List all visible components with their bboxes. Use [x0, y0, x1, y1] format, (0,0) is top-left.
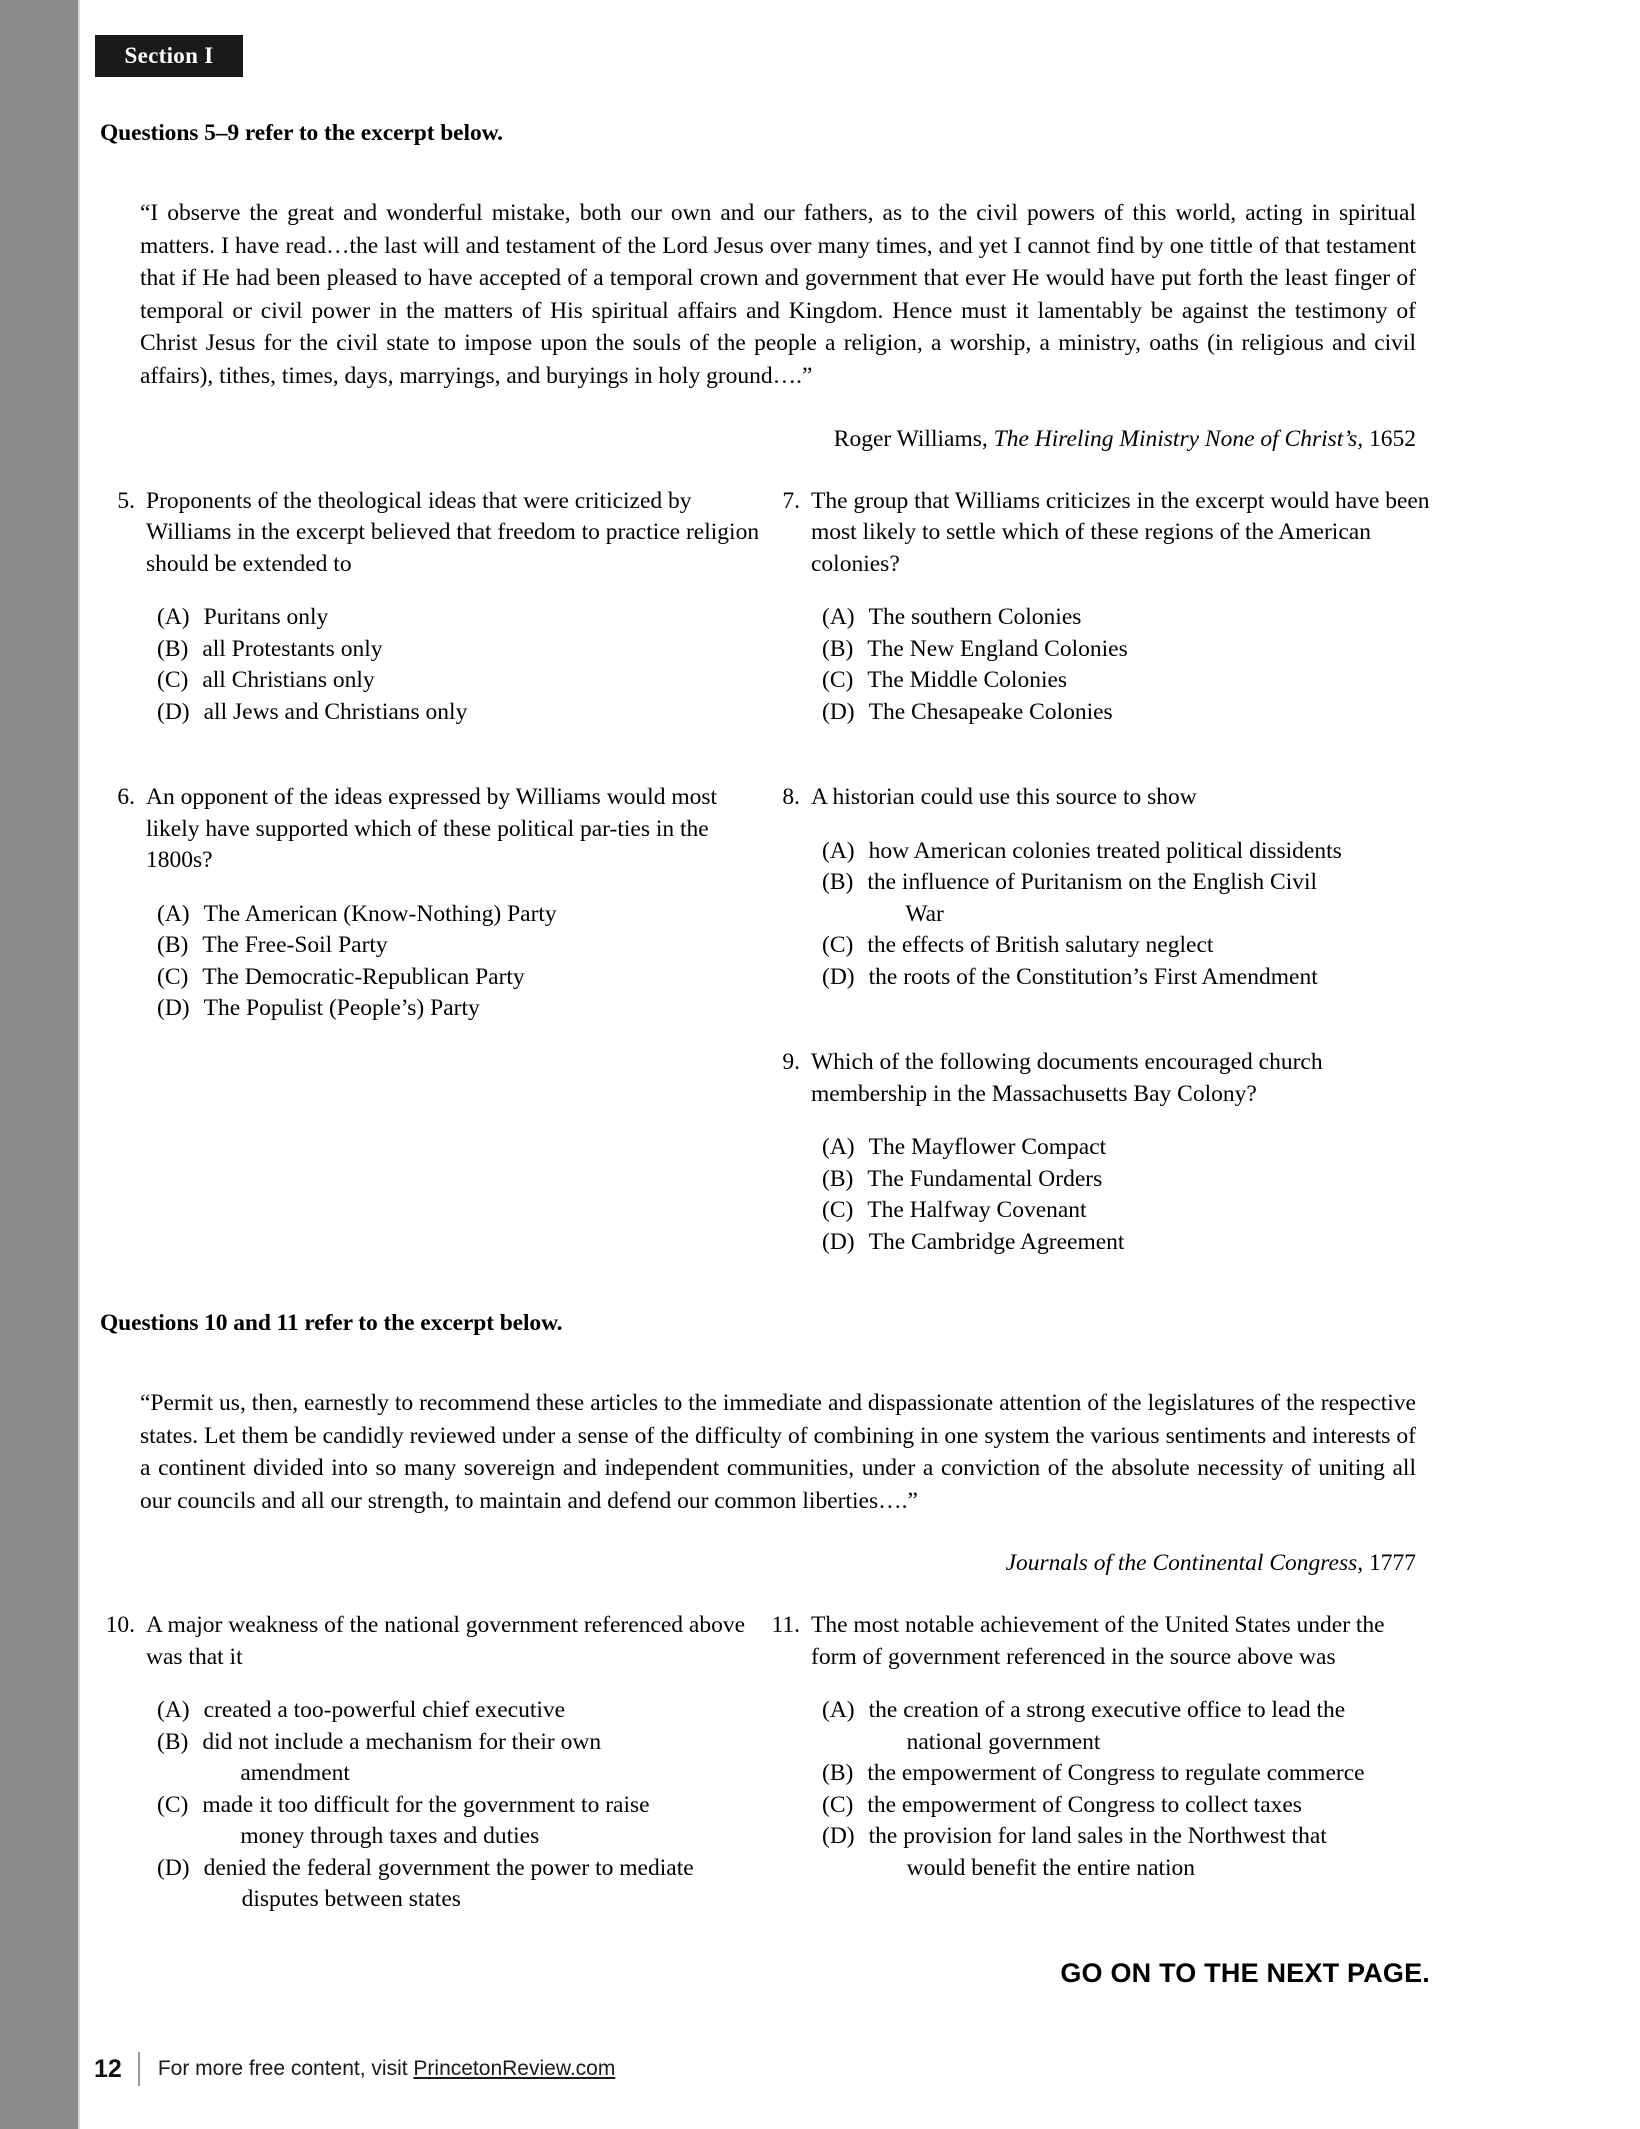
choice-text-line: the creation of a strong executive office to lead the: [868, 1697, 1346, 1724]
question-10-choices: [100, 1695, 765, 1916]
page-binding-bar: [0, 0, 78, 2129]
question-11: [765, 1610, 1430, 1884]
footer-text: [158, 2057, 616, 2081]
choice-label: (C): [157, 667, 189, 694]
choice-text: all Protestants only: [202, 635, 383, 662]
choice-option[interactable]: [765, 867, 1430, 930]
choice-text: The Democratic-Republican Party: [202, 963, 525, 990]
choice-option[interactable]: [765, 1164, 1430, 1196]
choice-label: (A): [822, 604, 855, 631]
choice-label: (A): [157, 604, 190, 631]
choice-option[interactable]: [100, 1727, 765, 1790]
choice-label: (B): [157, 1728, 189, 1755]
attribution-year: 1777: [1363, 1550, 1416, 1577]
choice-text-line: made it too difficult for the government to raise: [202, 1791, 650, 1818]
question-9-choices: [765, 1132, 1430, 1258]
questions-left-column-1: [100, 486, 765, 1259]
questions-right-column-1: [765, 486, 1430, 1259]
question-10-stem: A major weakness of the national government referenced above was that it: [146, 1612, 746, 1670]
attribution-title: The Hireling Ministry None of Christ’s,: [993, 425, 1364, 452]
choice-label: (C): [822, 667, 854, 694]
choice-option[interactable]: [765, 836, 1430, 868]
choice-label: (D): [157, 1854, 190, 1881]
choice-option[interactable]: [765, 602, 1430, 634]
choice-option[interactable]: [100, 1695, 765, 1727]
questions-5-9-columns: [100, 486, 1430, 1259]
choice-text: The Mayflower Compact: [868, 1134, 1107, 1161]
choice-option[interactable]: [765, 1758, 1430, 1790]
question-6: [100, 782, 765, 1025]
choice-text: [853, 930, 1430, 962]
choice-option[interactable]: [765, 1227, 1430, 1259]
footer-url-link[interactable]: PrincetonReview.com: [413, 2057, 616, 2080]
question-7: [765, 486, 1430, 729]
go-on-to-next-page-notice: GO ON TO THE NEXT PAGE.: [1060, 1957, 1430, 1988]
choice-label: (B): [157, 932, 189, 959]
question-9-number: 9.: [782, 1049, 800, 1076]
question-11-number: 11.: [771, 1612, 800, 1639]
choice-option[interactable]: [765, 1790, 1430, 1822]
choice-text-line: did not include a mechanism for their own: [202, 1728, 602, 1755]
choice-label: (C): [822, 1197, 854, 1224]
choice-text-continuation: national government: [906, 1728, 1101, 1755]
question-11-choices: [765, 1695, 1430, 1884]
choice-text-line: how American colonies treated political dissidents: [868, 837, 1342, 864]
choice-text-continuation: amendment: [240, 1760, 350, 1787]
question-9: [765, 1047, 1430, 1258]
choice-label: (D): [157, 698, 190, 725]
choice-text-line: the effects of British salutary neglect: [867, 932, 1214, 959]
choice-text: [855, 1695, 1430, 1758]
choice-label: (D): [157, 995, 190, 1022]
choice-text: [853, 1790, 1430, 1822]
footer-text-prefix: For more free content, visit: [157, 2057, 414, 2080]
choice-option[interactable]: [765, 962, 1430, 994]
choice-option[interactable]: [765, 697, 1430, 729]
choice-option[interactable]: [765, 1132, 1430, 1164]
choice-option[interactable]: [100, 899, 765, 931]
choice-label: (B): [822, 1760, 854, 1787]
choice-option[interactable]: [765, 634, 1430, 666]
footer-divider: [138, 2052, 140, 2086]
choice-text: The New England Colonies: [867, 635, 1128, 662]
question-8-choices: [765, 836, 1430, 994]
attribution-title: Journals of the Continental Congress,: [1005, 1550, 1364, 1577]
choice-option[interactable]: [100, 697, 765, 729]
passage-1-heading: Questions 5–9 refer to the excerpt below.: [100, 120, 503, 146]
choice-text: all Christians only: [202, 667, 375, 694]
choice-option[interactable]: [100, 634, 765, 666]
choice-option[interactable]: [100, 602, 765, 634]
choice-label: (D): [822, 1823, 855, 1850]
choice-option[interactable]: [100, 993, 765, 1025]
exam-page: [80, 0, 1640, 2129]
page-footer: [80, 2009, 1640, 2129]
passage-2-attribution: [100, 1550, 1416, 1577]
choice-text: The Halfway Covenant: [867, 1197, 1087, 1224]
choice-text-line: the empowerment of Congress to collect taxes: [867, 1791, 1302, 1818]
choice-label: (B): [822, 869, 854, 896]
choice-label: (A): [822, 1134, 855, 1161]
passage-2-excerpt: “Permit us, then, earnestly to recommend these articles to the immediate and dispassionate attention of the legislatures of the respective states. Let them be candidly reviewed under a sense of the difficulty of combining in one system the various sentiments and interests of a continent divided into so many sovereign and independent communities, under a conviction of the absolute necessity of uniting all our councils and all our strength, to maintain and defend our common liberties….”: [140, 1390, 1416, 1514]
choice-label: (A): [822, 837, 855, 864]
choice-text: [855, 962, 1430, 994]
choice-label: (D): [822, 1228, 855, 1255]
choice-text-line: created a too-powerful chief executive: [203, 1697, 566, 1724]
question-8-stem: A historian could use this source to show: [811, 784, 1197, 811]
choice-label: (B): [157, 635, 189, 662]
choice-text-line: the empowerment of Congress to regulate commerce: [867, 1760, 1365, 1787]
choice-text: [188, 1727, 765, 1790]
passage-2-heading: Questions 10 and 11 refer to the excerpt below.: [100, 1310, 563, 1337]
page-number: 12: [94, 2054, 122, 2083]
choice-label: (D): [822, 963, 855, 990]
choice-option[interactable]: [765, 930, 1430, 962]
choice-text: The southern Colonies: [868, 604, 1082, 631]
page-content: [100, 120, 1430, 1989]
choice-text: all Jews and Christians only: [203, 698, 468, 725]
choice-text-line: denied the federal government the power to mediate: [203, 1854, 694, 1881]
choice-text: The Free-Soil Party: [202, 932, 388, 959]
choice-label: (D): [822, 698, 855, 725]
choice-label: (C): [822, 932, 854, 959]
choice-text: The American (Know-Nothing) Party: [203, 900, 557, 927]
passage-1-attribution: [100, 426, 1416, 453]
choice-text-continuation: money through taxes and duties: [240, 1823, 540, 1850]
choice-text: [855, 836, 1430, 868]
questions-left-column-2: [100, 1610, 765, 1916]
choice-option[interactable]: [100, 1790, 765, 1853]
question-10: [100, 1610, 765, 1916]
choice-option[interactable]: [765, 1195, 1430, 1227]
choice-text: The Populist (People’s) Party: [203, 995, 480, 1022]
choice-label: (C): [157, 963, 189, 990]
choice-text: The Chesapeake Colonies: [868, 698, 1113, 725]
choice-option[interactable]: [100, 1853, 765, 1916]
question-10-number: 10.: [105, 1612, 135, 1639]
choice-text-continuation: would benefit the entire nation: [906, 1854, 1196, 1881]
choice-option[interactable]: [100, 665, 765, 697]
choice-label: (B): [822, 635, 854, 662]
choice-label: (C): [822, 1791, 854, 1818]
section-tab: Section I: [95, 35, 243, 77]
choice-option[interactable]: [765, 665, 1430, 697]
question-9-stem: Which of the following documents encouraged church membership in the Massachusetts Bay Colony?: [811, 1049, 1323, 1107]
attribution-year: 1652: [1363, 425, 1416, 452]
choice-text: The Middle Colonies: [867, 667, 1068, 694]
choice-text: Puritans only: [203, 604, 329, 631]
choice-text: [853, 867, 1430, 930]
choice-label: (A): [157, 1697, 190, 1724]
choice-label: (B): [822, 1165, 854, 1192]
questions-right-column-2: [765, 1610, 1430, 1916]
question-11-stem: The most notable achievement of the United States under the form of government referenced in the source above was: [811, 1612, 1385, 1670]
choice-text: The Cambridge Agreement: [868, 1228, 1125, 1255]
passage-1-excerpt: “I observe the great and wonderful mistake, both our own and our fathers, as to the civil powers of this world, acting in spiritual matters. I have read…the last will and testament of the Lord Jesus over many times, and yet I cannot find by one tittle of that testament that if He had been pleased to have accepted of a temporal crown and government that ever He would have put forth the least finger of temporal or civil power in the matters of His spiritual affairs and Kingdom. Hence must it lamentably be against the testimony of Christ Jesus for the civil state to impose upon the souls of the people a religion, a worship, a ministry, oaths (in religious and civil affairs), tithes, times, days, marryings, and buryings in holy ground….”: [140, 200, 1416, 389]
question-6-stem: An opponent of the ideas expressed by Williams would most likely have supported which of these political par-ties in the 1800s?: [146, 784, 718, 874]
choice-text-line: the provision for land sales in the Northwest that: [868, 1823, 1327, 1850]
question-7-choices: [765, 602, 1430, 728]
question-5-stem: Proponents of the theological ideas that were criticized by Williams in the excerpt believed that freedom to practice religion should be extended to: [146, 487, 760, 577]
question-5-number: 5.: [117, 487, 135, 514]
choice-option[interactable]: [765, 1695, 1430, 1758]
attribution-author: Roger Williams,: [833, 425, 994, 452]
choice-text: [188, 1790, 765, 1853]
question-8: [765, 782, 1430, 993]
choice-text-continuation: disputes between states: [241, 1886, 461, 1913]
choice-text: The Fundamental Orders: [867, 1165, 1103, 1192]
choice-text: [855, 1821, 1430, 1884]
choice-option[interactable]: [765, 1821, 1430, 1884]
choice-label: (A): [157, 900, 190, 927]
question-5-choices: [100, 602, 765, 728]
question-7-number: 7.: [782, 487, 800, 514]
question-8-number: 8.: [782, 784, 800, 811]
choice-text: [190, 1695, 765, 1727]
question-5: [100, 486, 765, 729]
choice-label: (A): [822, 1697, 855, 1724]
choice-label: (C): [157, 1791, 189, 1818]
choice-text: [853, 1758, 1430, 1790]
choice-option[interactable]: [100, 962, 765, 994]
choice-text-line: the roots of the Constitution’s First Amendment: [868, 963, 1318, 990]
choice-option[interactable]: [100, 930, 765, 962]
choice-text-continuation: War: [905, 900, 944, 927]
question-6-number: 6.: [117, 784, 135, 811]
question-6-choices: [100, 899, 765, 1025]
choice-text: [190, 1853, 765, 1916]
questions-10-11-columns: [100, 1610, 1430, 1916]
question-7-stem: The group that Williams criticizes in the excerpt would have been most likely to settle which of these regions of the American colonies?: [811, 487, 1430, 577]
choice-text-line: the influence of Puritanism on the English Civil: [867, 869, 1318, 896]
